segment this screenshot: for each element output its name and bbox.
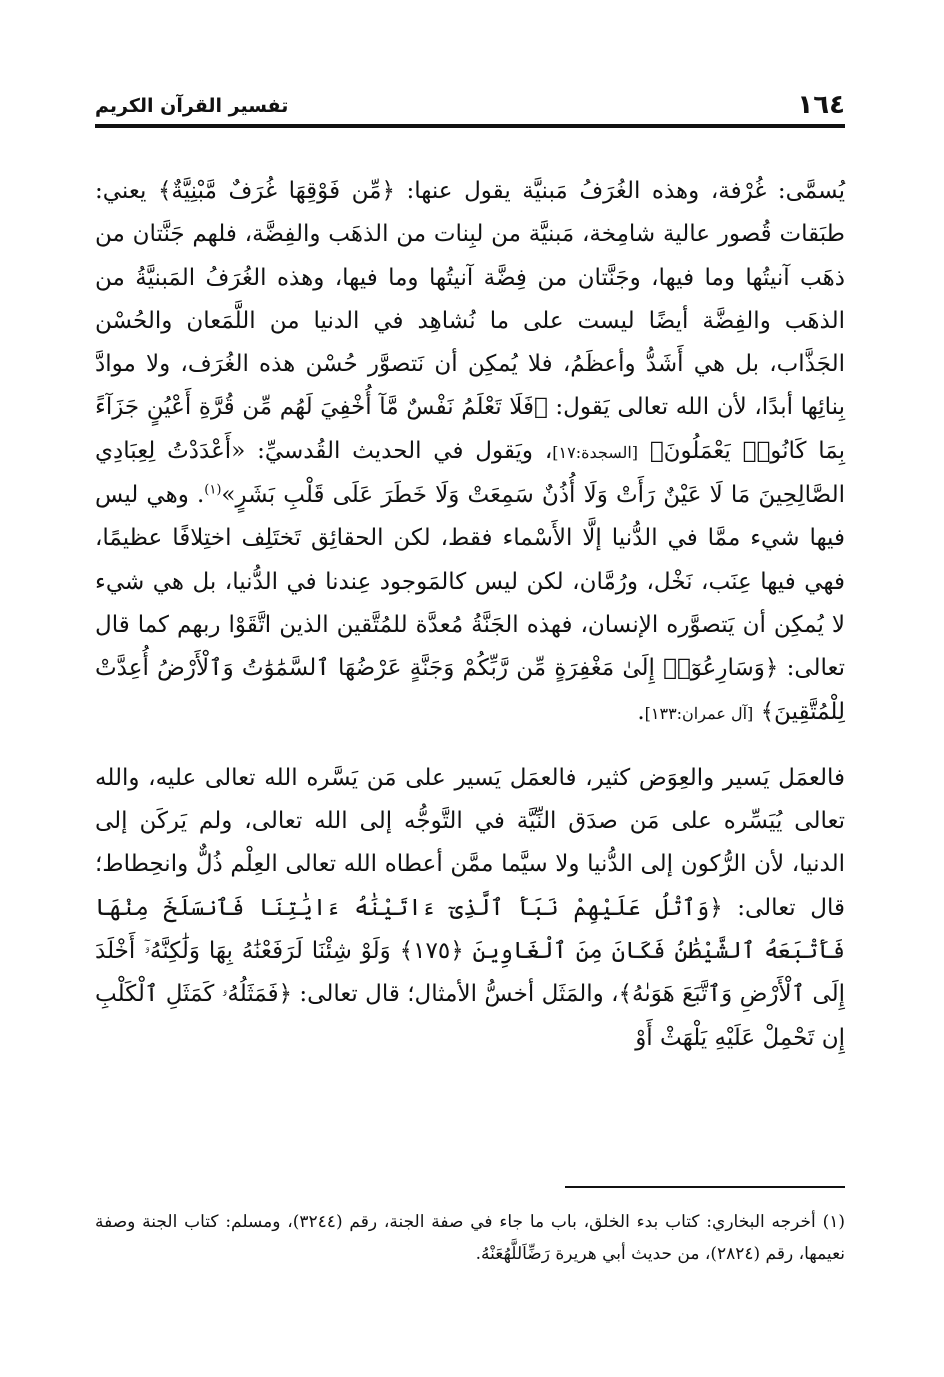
text-run: ، والمَثَل أخسُّ الأمثال؛ قال تعالى: [292,981,619,1008]
paragraph [95,757,845,1060]
text-run [753,699,760,725]
text-run: فالعمَل يَسير والعِوَض كثير، فالعمَل يَسير على مَن يَسَّره الله تعالى عليه، والله تعالى يُيَسِّره على مَن صدَق النِّيَّة في التَّوجُّه إلى الله تعالى، ولم يَركَن إلى الدنيا، لأن الرُّكون إلى الدُّنيا ولا سيَّما ممَّن أعطاه الله تعالى العِلْم ذُلٌّ وانحِطاط؛ قال تعالى: [95,764,845,921]
body-text [95,170,845,1060]
text-run: . وهي ليس فيها شيء ممَّا في الدُّنيا إلَّا الأَسْماء فقط، لكن الحقائِق تَختَلِف اختِلافًا عظيمًا، فهي فيها عِنَب، نَخْل، ورُمَّان، لكن ليس كالمَوجود عِندنا في الدُّنيا، بل هي شيء لا يُمكِن أن يَتصوَّره الإنسان، فهذه الجَنَّةُ مُعدَّة للمُتَّقين الذين اتَّقَوْا ربهم كما قال تعالى: [95,482,845,682]
text-run: يعني: طبَقات قُصور عالية شامِخة، مَبنيَّة من لبِنات من الذهَب والفِضَّة، فلهم جَنَّتان من ذهَب آنيتُها وما فيها، وجَنَّتان من فِضَّة آنيتُها وما فيها، وهذه الغُرَفُ المَبنيَّةُ من الذهَب والفِضَّة أيضًا ليست على ما نُشاهِد في الدنيا من اللَّمَعان والحُسْن الجَذَّاب، بل هي أَشَدُّ وأعظَمُ، فلا يُمكِن أن نَتصوَّر حُسْن هذه الغُرَف، ولا موادَّ بِنائِها أبدًا، لأن الله تعالى يَقول: [95,178,845,421]
verse-reference: [السجدة:١٧] [552,442,639,462]
footnote: (١) أخرجه البخاري: كتاب بدء الخلق، باب ما جاء في صفة الجنة، رقم (٣٢٤٤)، ومسلم: كتاب الجنة وصفة نعيمها، رقم (٢٨٢٤)، من حديث أبي هريرة رَضِّاَللَّهُعَنْهُ. [95,1212,845,1264]
text-run: يُسمَّى: غُرْفة، وهذه الغُرَفُ مَبنيَّة يقول عنها: [394,178,846,204]
quran-verse: ﴿وَٱتْلُ عَلَيْهِمْ نَبَأَ ٱلَّذِىٓ ءَاتَيْنَٰهُ ءَايَٰتِنَا فَٱنسَلَخَ مِنْهَا فَأَتْبَعَهُ ٱلشَّيْطَٰنُ فَكَانَ مِنَ ٱلْغَاوِينَ ﴿١٧٥﴾ وَلَوْ شِئْنَا لَرَفَعْنَٰهُ بِهَا وَلَٰكِنَّهُۥٓ أَخْلَدَ إِلَى ٱلْأَرْضِ وَٱتَّبَعَ هَوَىٰهُ﴾ [95,894,846,1008]
text-run: . [637,698,645,725]
text-run: ، ويَقول في الحديث القُدسيِّ: «أَعْدَدْتُ لِعِبَادِي الصَّالِحِينَ مَا لَا عَيْنٌ رَأَتْ وَلَا أُذُنٌ سَمِعَتْ وَلَا خَطَرَ عَلَى قَلْبِ بَشَرٍ» [95,437,845,509]
footnote-divider [565,1186,845,1188]
quran-verse: ﴿وَسَارِعُوٓا۟ إِلَىٰ مَغْفِرَةٍ مِّن رَّبِّكُمْ وَجَنَّةٍ عَرْضُهَا ٱلسَّمَٰوَٰتُ وَٱلْأَرْضُ أُعِدَّتْ لِلْمُتَّقِينَ﴾ [95,655,845,725]
page-header [95,88,845,128]
quran-verse: ﴿مِّن فَوْقِهَا غُرَفٌ مَّبْنِيَّةٌ﴾ [157,178,395,204]
paragraph [95,170,845,735]
footnote-marker: (١) [204,482,222,498]
quran-verse: ﴿فَمَثَلُهُۥ كَمَثَلِ ٱلْكَلْبِ إِن تَحْمِلْ عَلَيْهِ يَلْهَثْ أَوْ [95,981,845,1051]
quran-verse: ﴿فَلَا تَعْلَمُ نَفْسٌ مَّآ أُخْفِيَ لَهُم مِّن قُرَّةِ أَعْيُنٍ جَزَآءً بِمَا كَانُوا۟ يَعْمَلُونَ﴾ [95,394,845,464]
page-number: ١٦٤ [797,90,845,120]
footnotes [95,1206,845,1270]
verse-reference: [آل عمران:١٣٣] [644,703,754,723]
text-run [638,438,650,464]
running-title: تفسير القرآن الكريم [95,95,289,117]
